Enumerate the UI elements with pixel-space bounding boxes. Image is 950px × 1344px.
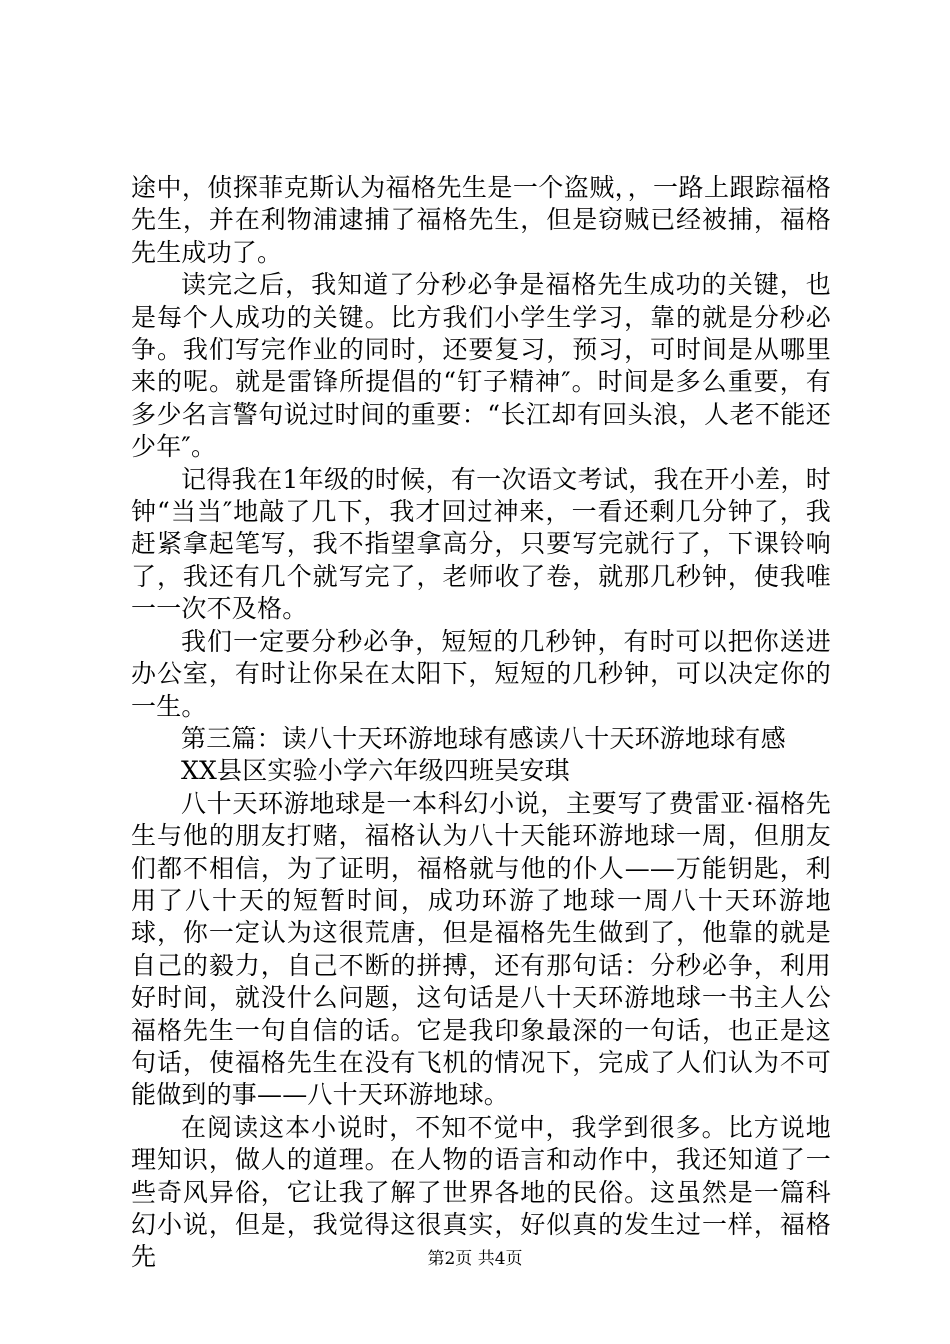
paragraph: 读完之后，我知道了分秒必争是福格先生成功的关键，也是每个人成功的关键。比方我们小学生学习，靠的就是分秒必争。我们写完作业的同时，还要复习，预习，可时间是从哪里来的呢。就是雷锋所提倡的“钉子精神″。时间是多么重要，有多少名言警句说过时间的重要：“长江却有回头浪，人老不能还少年″。	[131, 270, 831, 462]
paragraph: 在阅读这本小说时，不知不觉中，我学到很多。比方说地理知识，做人的道理。在人物的语言和动作中，我还知道了一些奇风异俗，它让我了解了世界各地的民俗。这虽然是一篇科幻小说，但是，我觉得这很真实，好似真的发生过一样，福格先	[131, 1112, 831, 1272]
section-heading: 第三篇：读八十天环游地球有感读八十天环游地球有感	[181, 723, 786, 753]
paragraph-continuation: 途中，侦探菲克斯认为福格先生是一个盗贼，，一路上跟踪福格先生，并在利物浦逮捕了福格先生，但是窃贼已经被捕，福格先生成功了。	[131, 173, 831, 267]
author-line: XX县区实验小学六年级四班吴安琪	[181, 756, 570, 786]
paragraph: 八十天环游地球是一本科幻小说，主要写了费雷亚·福格先生与他的朋友打赌，福格认为八十天能环游地球一周，但朋友们都不相信，为了证明，福格就与他的仆人——万能钥匙，利用了八十天的短暂时间，成功环游了地球一周八十天环游地球，你一定认为这很荒唐，但是福格先生做到了，他靠的就是自己的毅力，自己不断的拼搏，还有那句话：分秒必争，利用好时间，就没什么问题，这句话是八十天环游地球一书主人公福格先生一句自信的话。它是我印象最深的一句话，也正是这句话，使福格先生在没有飞机的情况下，完成了人们认为不可能做到的事——八十天环游地球。	[131, 788, 831, 1110]
paragraph: 我们一定要分秒必争，短短的几秒钟，有时可以把你送进办公室，有时让你呆在太阳下，短短的几秒钟，可以决定你的一生。	[131, 626, 831, 721]
paragraph: 记得我在1年级的时候，有一次语文考试，我在开小差，时钟“当当″地敲了几下，我才回过神来，一看还剩几分钟了，我赶紧拿起笔写，我不指望拿高分，只要写完就行了，下课铃响了，我还有几个就写完了，老师收了卷，就那几秒钟，使我唯一一次不及格。	[131, 464, 831, 624]
document-body	[131, 172, 831, 1274]
page-footer: 第2页 共4页	[427, 1249, 523, 1269]
